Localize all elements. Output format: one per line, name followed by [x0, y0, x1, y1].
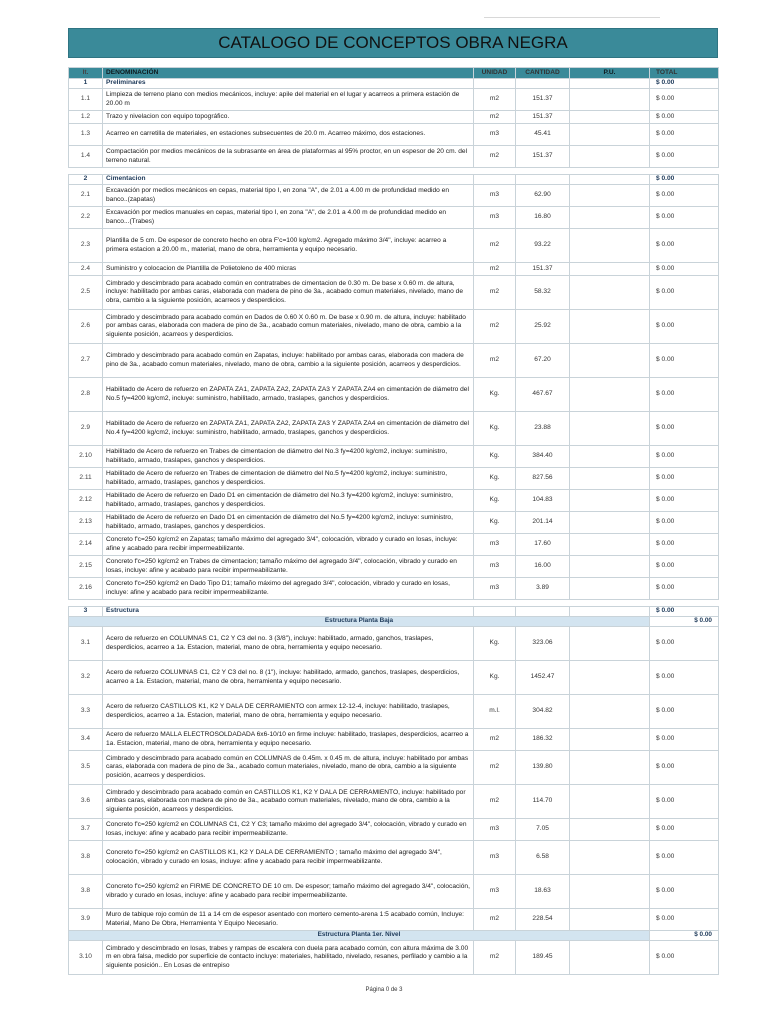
- row-quantity: 18.63: [516, 875, 570, 909]
- table-row: [69, 578, 719, 600]
- row-unit-price: [570, 512, 650, 534]
- row-unit-price: [570, 263, 650, 276]
- row-total: $ 0.00: [650, 819, 719, 841]
- header-unit-price: P.U.: [570, 68, 650, 79]
- row-total: $ 0.00: [650, 146, 719, 168]
- row-unit: m2: [474, 751, 516, 785]
- row-quantity: 323.06: [516, 627, 570, 661]
- row-item-number: 2.13: [69, 512, 103, 534]
- row-description: Plantilla de 5 cm. De espesor de concreto hecho en obra F'c=100 kg/cm2. Agregado máximo 3/4", incluye: acarreo a primera estacion a 20.00 m., material, mano de obra, herramienta y equipo necesario.: [103, 229, 474, 263]
- row-unit: Kg.: [474, 468, 516, 490]
- section-blank: [516, 79, 570, 89]
- row-quantity: 304.82: [516, 695, 570, 729]
- header-item: It.: [69, 68, 103, 79]
- row-total: $ 0.00: [650, 661, 719, 695]
- table-row: [69, 276, 719, 310]
- row-item-number: 1.3: [69, 124, 103, 146]
- row-item-number: 2.10: [69, 446, 103, 468]
- row-unit-price: [570, 310, 650, 344]
- row-item-number: 2.9: [69, 412, 103, 446]
- row-quantity: 62.90: [516, 185, 570, 207]
- page-number: Página 0 de 3: [365, 987, 403, 993]
- row-total: $ 0.00: [650, 468, 719, 490]
- section-header: [69, 79, 719, 89]
- row-total: $ 0.00: [650, 412, 719, 446]
- table-row: [69, 490, 719, 512]
- section-spacer: [69, 168, 719, 175]
- row-unit-price: [570, 819, 650, 841]
- concepts-table: [68, 67, 719, 975]
- header-total: TOTAL: [650, 68, 719, 79]
- table-row: [69, 751, 719, 785]
- row-quantity: 93.22: [516, 229, 570, 263]
- header-description: DENOMINACIÓN: [103, 68, 474, 79]
- row-item-number: 3.1: [69, 627, 103, 661]
- row-item-number: 3.5: [69, 751, 103, 785]
- row-unit: Kg.: [474, 661, 516, 695]
- row-unit-price: [570, 751, 650, 785]
- row-quantity: 1452.47: [516, 661, 570, 695]
- row-total: $ 0.00: [650, 124, 719, 146]
- row-unit: m2: [474, 111, 516, 124]
- row-total: $ 0.00: [650, 111, 719, 124]
- subsection-header: [69, 931, 719, 941]
- row-unit: m.l.: [474, 695, 516, 729]
- row-total: $ 0.00: [650, 941, 719, 975]
- row-quantity: 827.56: [516, 468, 570, 490]
- row-description: Limpieza de terreno plano con medios mecánicos, incluye: apile del material en el lugar y acarreos a primera estación de 20.00 m: [103, 89, 474, 111]
- row-total: $ 0.00: [650, 378, 719, 412]
- row-item-number: 2.2: [69, 207, 103, 229]
- row-quantity: 467.67: [516, 378, 570, 412]
- row-total: $ 0.00: [650, 695, 719, 729]
- row-description: Excavación por medios manuales en cepas, material tipo I, en zona "A", de 2.01 a 4.00 m de profundidad medido en banco...(Trabes): [103, 207, 474, 229]
- row-unit: m3: [474, 578, 516, 600]
- row-item-number: 2.3: [69, 229, 103, 263]
- subsection-name: Estructura Planta 1er. Nivel: [69, 931, 650, 941]
- row-unit: Kg.: [474, 412, 516, 446]
- row-item-number: 3.2: [69, 661, 103, 695]
- table-header: [69, 68, 719, 79]
- table-row: [69, 344, 719, 378]
- row-unit-price: [570, 146, 650, 168]
- section-blank: [516, 175, 570, 185]
- section-total: $ 0.00: [650, 175, 719, 185]
- row-total: $ 0.00: [650, 89, 719, 111]
- top-rule: [484, 17, 660, 18]
- row-unit: m2: [474, 146, 516, 168]
- row-item-number: 3.3: [69, 695, 103, 729]
- table-row: [69, 124, 719, 146]
- row-quantity: 16.80: [516, 207, 570, 229]
- row-item-number: 3.4: [69, 729, 103, 751]
- row-total: $ 0.00: [650, 627, 719, 661]
- row-unit: m2: [474, 263, 516, 276]
- row-item-number: 2.15: [69, 556, 103, 578]
- section-name: Estructura: [103, 607, 474, 617]
- row-description: Excavación por medios mecánicos en cepas, material tipo I, en zona "A", de 2.01 a 4.00 m de profundidad medido en banco..(zapatas): [103, 185, 474, 207]
- row-total: $ 0.00: [650, 841, 719, 875]
- table-row: [69, 875, 719, 909]
- spacer-cell: [69, 600, 719, 607]
- row-description: Acarreo en carretilla de materiales, en estaciones subsecuentes de 20.0 m. Acarreo máximo, dos estaciones.: [103, 124, 474, 146]
- table-row: [69, 446, 719, 468]
- row-unit: m3: [474, 556, 516, 578]
- table-row: [69, 729, 719, 751]
- row-unit: Kg.: [474, 512, 516, 534]
- row-unit-price: [570, 909, 650, 931]
- section-blank: [570, 175, 650, 185]
- row-unit: m2: [474, 729, 516, 751]
- row-quantity: 114.70: [516, 785, 570, 819]
- spacer-cell: [69, 168, 719, 175]
- row-description: Cimbrado y descimbrado para acabado común en CASTILLOS K1, K2 Y DALA DE CERRAMIENTO, incluye: habilitado por ambas caras, elaborada con madera de pino de 3a., acabado comun materiales, nivelado, mano de obra, cambio a la siguiente posición, acarreos y desperdicios.: [103, 785, 474, 819]
- row-description: Habilitado de Acero de refuerzo en Trabes de cimentacion de diámetro del No.3 fy=4200 kg/cm2, incluye: suministro, habilitado, armado, traslapes, ganchos y desperdicios.: [103, 446, 474, 468]
- row-quantity: 151.37: [516, 146, 570, 168]
- row-item-number: 2.4: [69, 263, 103, 276]
- row-unit: m2: [474, 909, 516, 931]
- row-item-number: 1.2: [69, 111, 103, 124]
- table-row: [69, 229, 719, 263]
- row-description: Concreto f'c=250 kg/cm2 en COLUMNAS C1, C2 Y C3; tamaño máximo del agregado 3/4", colocación, vibrado y curado en losas, incluye: afine y acabado para recibir impermeabilizante.: [103, 819, 474, 841]
- section-spacer: [69, 600, 719, 607]
- row-total: $ 0.00: [650, 490, 719, 512]
- row-description: Concreto f'c=250 kg/cm2 en Trabes de cimentacion; tamaño máximo del agregado 3/4", colocación, vibrado y curado en losas, incluye: afine y acabado para recibir impermeabilizante.: [103, 556, 474, 578]
- row-description: Concreto f'c=250 kg/cm2 en Dado Tipo D1; tamaño máximo del agregado 3/4", colocación, vibrado y curado en losas, incluye: afine y acabado para recibir impermeabilizante.: [103, 578, 474, 600]
- table-row: [69, 89, 719, 111]
- table-row: [69, 556, 719, 578]
- table-row: [69, 909, 719, 931]
- table-row: [69, 412, 719, 446]
- row-total: $ 0.00: [650, 534, 719, 556]
- row-description: Acero de refuerzo COLUMNAS C1, C2 Y C3 del no. 8 (1"), incluye: habilitado, armado, ganchos, traslapes, desperdicios, acarreo a 1a. Estacion, material, mano de obra, herramienta y equipo necesario.: [103, 661, 474, 695]
- section-blank: [570, 607, 650, 617]
- row-quantity: 67.20: [516, 344, 570, 378]
- row-item-number: 1.1: [69, 89, 103, 111]
- row-unit-price: [570, 661, 650, 695]
- table-row: [69, 111, 719, 124]
- section-blank: [474, 175, 516, 185]
- row-unit-price: [570, 627, 650, 661]
- table-row: [69, 785, 719, 819]
- row-item-number: 3.8: [69, 875, 103, 909]
- row-total: $ 0.00: [650, 512, 719, 534]
- row-unit-price: [570, 124, 650, 146]
- row-quantity: 151.37: [516, 263, 570, 276]
- table-row: [69, 941, 719, 975]
- row-unit: m2: [474, 89, 516, 111]
- row-unit: m3: [474, 875, 516, 909]
- header-unit: UNIDAD: [474, 68, 516, 79]
- table-row: [69, 512, 719, 534]
- row-description: Habilitado de Acero de refuerzo en ZAPATA ZA1, ZAPATA ZA2, ZAPATA ZA3 Y ZAPATA ZA4 en cimentación de diámetro del No.5 fy=4200 kg/cm2, incluye: suministro, habilitado, armado, traslapes, ganchos y desperdicios.: [103, 378, 474, 412]
- row-description: Cimbrado y descimbrado para acabado común en Dados de 0.60 X 0.60 m. De base x 0.90 m. de altura, incluye: habilitado por ambas caras, elaborada con madera de pino de 3a., acabado comun materiales, nivelado, mano de obra, cambio a la siguiente posición, acarreos y desperdicios.: [103, 310, 474, 344]
- row-description: Cimbrado y descimbrado para acabado común en COLUMNAS de 0.45m. x 0.45 m. de altura, incluye: habilitado por ambas caras, elaborada con madera de pino de 3a., acabado comun materiales, nivelado, mano de obra, cambio a la siguiente posición, acarreos y desperdicios.: [103, 751, 474, 785]
- row-unit-price: [570, 468, 650, 490]
- row-description: Acero de refuerzo CASTILLOS K1, K2 Y DALA DE CERRAMIENTO con armex 12-12-4, incluye: habilitado, traslapes, desperdicios, acarreo a 1a. Estacion, material, mano de obra, herramienta y equipo necesario.: [103, 695, 474, 729]
- row-item-number: 2.14: [69, 534, 103, 556]
- row-unit-price: [570, 412, 650, 446]
- row-unit: m3: [474, 207, 516, 229]
- row-description: Habilitado de Acero de refuerzo en Trabes de cimentacion de diámetro del No.5 fy=4200 kg/cm2, incluye: suministro, habilitado, armado, traslapes, ganchos y desperdicios.: [103, 468, 474, 490]
- row-unit-price: [570, 875, 650, 909]
- header-quantity: CANTIDAD: [516, 68, 570, 79]
- row-unit-price: [570, 229, 650, 263]
- row-unit-price: [570, 578, 650, 600]
- row-unit: m2: [474, 229, 516, 263]
- subsection-total: $ 0.00: [650, 931, 719, 941]
- row-item-number: 2.5: [69, 276, 103, 310]
- row-description: Suministro y colocacion de Plantilla de Polietoleno de 400 micras: [103, 263, 474, 276]
- subsection-total: $ 0.00: [650, 617, 719, 627]
- row-quantity: 384.40: [516, 446, 570, 468]
- row-quantity: 151.37: [516, 111, 570, 124]
- row-unit: m3: [474, 534, 516, 556]
- table-row: [69, 378, 719, 412]
- row-unit-price: [570, 378, 650, 412]
- table-row: [69, 207, 719, 229]
- row-total: $ 0.00: [650, 875, 719, 909]
- row-total: $ 0.00: [650, 751, 719, 785]
- section-number: 1: [69, 79, 103, 89]
- row-description: Habilitado de Acero de refuerzo en ZAPATA ZA1, ZAPATA ZA2, ZAPATA ZA3 Y ZAPATA ZA4 en cimentación de diámetro del No.4 fy=4200 kg/cm2, incluye: suministro, habilitado, armado, traslapes, ganchos y desperdicios.: [103, 412, 474, 446]
- section-number: 3: [69, 607, 103, 617]
- row-quantity: 16.00: [516, 556, 570, 578]
- section-name: Preliminares: [103, 79, 474, 89]
- section-number: 2: [69, 175, 103, 185]
- table-row: [69, 661, 719, 695]
- page-title: CATALOGO DE CONCEPTOS OBRA NEGRA: [68, 28, 718, 58]
- row-item-number: 2.12: [69, 490, 103, 512]
- row-unit-price: [570, 556, 650, 578]
- subsection-name: Estructura Planta Baja: [69, 617, 650, 627]
- row-unit: m2: [474, 785, 516, 819]
- row-unit-price: [570, 446, 650, 468]
- section-header: [69, 607, 719, 617]
- row-unit: m2: [474, 276, 516, 310]
- section-total: $ 0.00: [650, 79, 719, 89]
- row-unit-price: [570, 841, 650, 875]
- row-unit-price: [570, 89, 650, 111]
- row-total: $ 0.00: [650, 729, 719, 751]
- row-unit: Kg.: [474, 490, 516, 512]
- row-quantity: 186.32: [516, 729, 570, 751]
- table-row: [69, 310, 719, 344]
- row-total: $ 0.00: [650, 909, 719, 931]
- row-total: $ 0.00: [650, 785, 719, 819]
- table-row: [69, 146, 719, 168]
- row-description: Concreto f'c=250 kg/cm2 en CASTILLOS K1, K2 Y DALA DE CERRAMIENTO ; tamaño máximo del agregado 3/4", colocación, vibrado y curado en losas, incluye: afine y acabado para recibir impermeabilizante.: [103, 841, 474, 875]
- row-unit-price: [570, 207, 650, 229]
- row-unit: m2: [474, 941, 516, 975]
- row-item-number: 3.6: [69, 785, 103, 819]
- row-item-number: 3.9: [69, 909, 103, 931]
- row-unit: m3: [474, 124, 516, 146]
- row-total: $ 0.00: [650, 276, 719, 310]
- section-blank: [516, 607, 570, 617]
- row-unit-price: [570, 490, 650, 512]
- row-unit-price: [570, 695, 650, 729]
- row-total: $ 0.00: [650, 207, 719, 229]
- section-total: $ 0.00: [650, 607, 719, 617]
- row-item-number: 2.1: [69, 185, 103, 207]
- row-item-number: 1.4: [69, 146, 103, 168]
- table-row: [69, 819, 719, 841]
- row-description: Concreto f'c=250 kg/cm2 en Zapatas; tamaño máximo del agregado 3/4", colocación, vibrado y curado en losas, incluye: afine y acabado para recibir impermeabilizante.: [103, 534, 474, 556]
- row-description: Concreto f'c=250 kg/cm2 en FIRME DE CONCRETO DE 10 cm. De espesor; tamaño máximo del agregado 3/4", colocación, vibrado y curado en losas, incluye: afine y acabado para recibir impermeabilizante.: [103, 875, 474, 909]
- row-item-number: 2.16: [69, 578, 103, 600]
- row-quantity: 139.80: [516, 751, 570, 785]
- row-unit: m3: [474, 819, 516, 841]
- row-total: $ 0.00: [650, 310, 719, 344]
- row-total: $ 0.00: [650, 185, 719, 207]
- row-unit: m3: [474, 185, 516, 207]
- row-unit: m2: [474, 310, 516, 344]
- row-quantity: 3.89: [516, 578, 570, 600]
- section-header: [69, 175, 719, 185]
- row-description: Cimbrado y descimbrado para acabado común en contratrabes de cimentacion de 0.30 m. De base x 0.60 m. de altura, incluye: habilitado por ambas caras, elaborada con madera de pino de 3a., acabado comun materiales, nivelado, mano de obra, cambio a la siguiente posición, acarreos y desperdicios.: [103, 276, 474, 310]
- row-quantity: 23.88: [516, 412, 570, 446]
- row-description: Trazo y nivelacion con equipo topográfico.: [103, 111, 474, 124]
- row-description: Acero de refuerzo en COLUMNAS C1, C2 Y C3 del no. 3 (3/8"), incluye: habilitado, armado, ganchos, traslapes, desperdicios, acarreo a 1a. Estacion, material, mano de obra, herramienta y equipo necesario.: [103, 627, 474, 661]
- row-quantity: 17.60: [516, 534, 570, 556]
- row-description: Compactación por medios mecánicos de la subrasante en área de plataformas al 95% proctor, en un espesor de 20 cm. del terreno natural.: [103, 146, 474, 168]
- row-item-number: 2.11: [69, 468, 103, 490]
- row-quantity: 104.83: [516, 490, 570, 512]
- row-quantity: 58.32: [516, 276, 570, 310]
- row-quantity: 6.58: [516, 841, 570, 875]
- row-unit-price: [570, 276, 650, 310]
- row-unit-price: [570, 111, 650, 124]
- table-row: [69, 263, 719, 276]
- row-quantity: 25.92: [516, 310, 570, 344]
- row-total: $ 0.00: [650, 578, 719, 600]
- row-unit-price: [570, 941, 650, 975]
- row-item-number: 3.7: [69, 819, 103, 841]
- row-unit-price: [570, 185, 650, 207]
- table-row: [69, 695, 719, 729]
- row-item-number: 2.7: [69, 344, 103, 378]
- row-total: $ 0.00: [650, 263, 719, 276]
- row-quantity: 201.14: [516, 512, 570, 534]
- subsection-header: [69, 617, 719, 627]
- section-blank: [570, 79, 650, 89]
- row-item-number: 3.8: [69, 841, 103, 875]
- row-quantity: 151.37: [516, 89, 570, 111]
- row-quantity: 7.05: [516, 819, 570, 841]
- row-total: $ 0.00: [650, 556, 719, 578]
- row-total: $ 0.00: [650, 446, 719, 468]
- row-unit: Kg.: [474, 446, 516, 468]
- row-description: Cimbrado y descimbrado en losas, trabes y rampas de escalera con duela para acabado común, con altura máxima de 3.00 m en obra falsa, medido por superficie de contacto incluye: materiales, habilitado, nivelado, resanes, perfilado y cambio a la siguiente posición.. En Losas de entrepiso: [103, 941, 474, 975]
- row-quantity: 45.41: [516, 124, 570, 146]
- row-unit: Kg.: [474, 627, 516, 661]
- row-total: $ 0.00: [650, 229, 719, 263]
- table-row: [69, 468, 719, 490]
- table-row: [69, 534, 719, 556]
- section-blank: [474, 79, 516, 89]
- section-blank: [474, 607, 516, 617]
- table-row: [69, 185, 719, 207]
- row-quantity: 228.54: [516, 909, 570, 931]
- row-item-number: 2.8: [69, 378, 103, 412]
- row-unit: m2: [474, 344, 516, 378]
- table-row: [69, 627, 719, 661]
- row-description: Acero de refuerzo MALLA ELECTROSOLDADADA 6x6-10/10 en firme incluye: habilitado, traslapes, desperdicios, acarreo a 1a. Estacion, material, mano de obra, herramienta y equipo necesario.: [103, 729, 474, 751]
- row-unit-price: [570, 344, 650, 378]
- row-total: $ 0.00: [650, 344, 719, 378]
- row-description: Muro de tabique rojo común de 11 a 14 cm de espesor asentado con mortero cemento-arena 1:5 acabado común, Incluye: Material, Mano De Obra, Herramienta Y Equipo Necesario.: [103, 909, 474, 931]
- section-name: Cimentacion: [103, 175, 474, 185]
- row-description: Cimbrado y descimbrado para acabado común en Zapatas, incluye: habilitado por ambas caras, elaborada con madera de pino de 3a., acabado comun materiales, nivelado, mano de obra, cambio a la siguiente posición, acarreos y desperdicios.: [103, 344, 474, 378]
- row-description: Habilitado de Acero de refuerzo en Dado D1 en cimentación de diámetro del No.3 fy=4200 kg/cm2, incluye: suministro, habilitado, armado, traslapes, ganchos y desperdicios.: [103, 490, 474, 512]
- row-unit-price: [570, 729, 650, 751]
- row-description: Habilitado de Acero de refuerzo en Dado D1 en cimentación de diámetro del No.5 fy=4200 kg/cm2, incluye: suministro, habilitado, armado, traslapes, ganchos y desperdicios.: [103, 512, 474, 534]
- row-unit-price: [570, 785, 650, 819]
- row-quantity: 189.45: [516, 941, 570, 975]
- row-unit: m3: [474, 841, 516, 875]
- row-unit-price: [570, 534, 650, 556]
- row-unit: Kg.: [474, 378, 516, 412]
- table-row: [69, 841, 719, 875]
- row-item-number: 3.10: [69, 941, 103, 975]
- row-item-number: 2.6: [69, 310, 103, 344]
